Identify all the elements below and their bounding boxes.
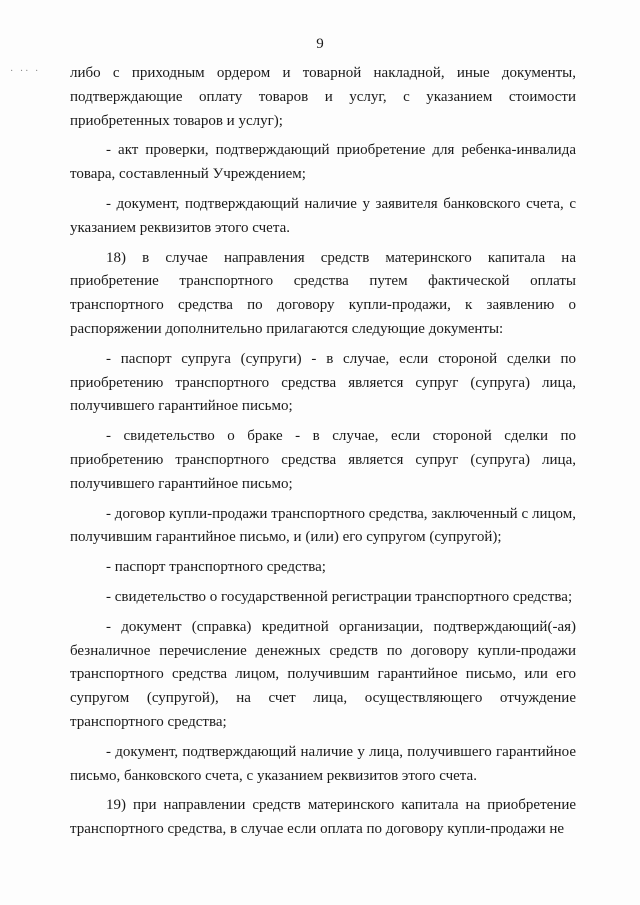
paragraph: - свидетельство о браке - в случае, если стороной сделки по приобретению транспортного средства является супруг (супруга) лица, получившего гарантийное письмо;: [70, 428, 576, 492]
paragraph: - договор купли-продажи транспортного средства, заключенный с лицом, получившим гарантийное письмо, и (или) его супругом (супругой);: [70, 505, 576, 546]
paragraph: - паспорт супруга (супруги) - в случае, если стороной сделки по приобретению транспортного средства является супруг (супруга) лица, получившего гарантийное письмо;: [70, 350, 576, 415]
document-body: [70, 62, 576, 848]
paragraph: - документ (справка) кредитной организации, подтверждающий(-ая) безналичное перечисление денежных средств по договору купли-продажи транспортного средства лицом, получившим гарантийное письмо, или его супругом (супругой), на счет лица, осуществляющего отчуждение транспортного средства;: [70, 618, 576, 730]
page-number: 9: [316, 36, 324, 52]
paragraph: либо с приходным ордером и товарной накладной, иные документы, подтверждающие оплату товаров и услуг, с указанием стоимости приобретенных товаров и услуг);: [70, 65, 576, 129]
paragraph: - паспорт транспортного средства;: [106, 559, 326, 576]
paragraph: 18) в случае направления средств материнского капитала на приобретение транспортного средства путем фактической оплаты транспортного средства по договору купли-продажи, к заявлению о распоряжении дополнительно прилагаются следующие документы:: [70, 249, 576, 337]
paragraph: - документ, подтверждающий наличие у лица, получившего гарантийное письмо, банковского счета, с указанием реквизитов этого счета.: [70, 743, 576, 784]
paragraph: 19) при направлении средств материнского капитала на приобретение транспортного средства, в случае если оплата по договору купли-продажи не: [70, 797, 576, 838]
scan-artifact: · ·· ·: [10, 66, 41, 77]
paragraph: - акт проверки, подтверждающий приобретение для ребенка-инвалида товара, составленный Учреждением;: [70, 142, 576, 183]
paragraph: - свидетельство о государственной регистрации транспортного средства;: [106, 588, 573, 605]
paragraph: - документ, подтверждающий наличие у заявителя банковского счета, с указанием реквизитов этого счета.: [70, 195, 576, 236]
